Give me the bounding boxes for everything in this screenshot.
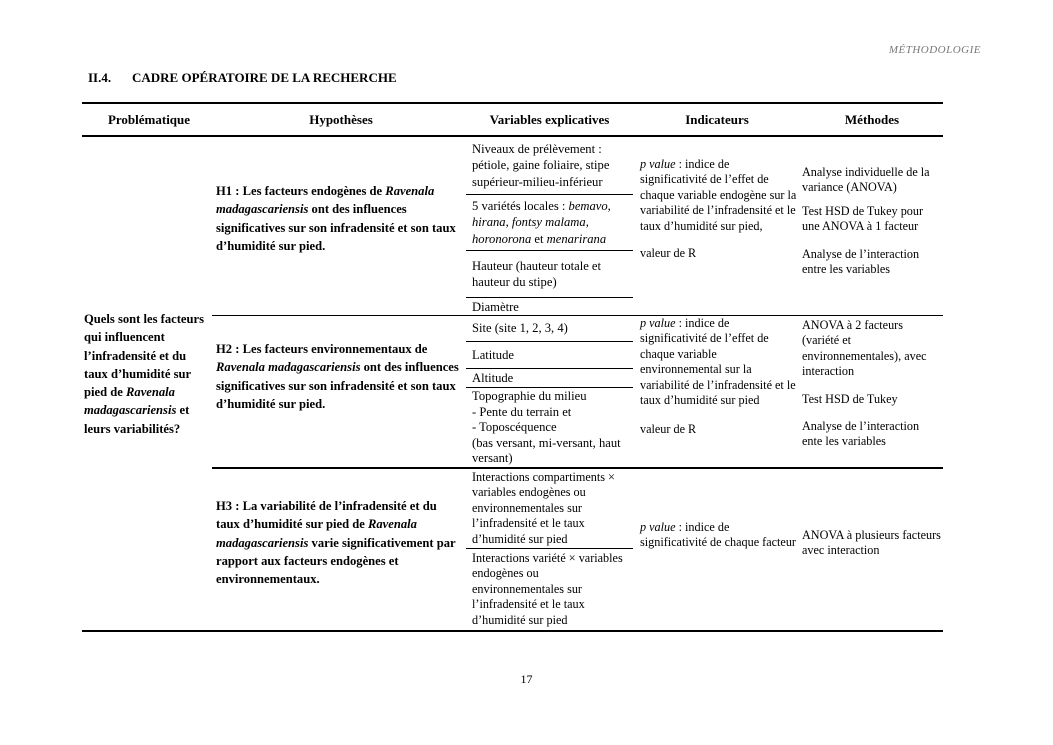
var-rule [466,548,633,549]
table-bottom-rule [82,630,943,632]
var-rule [466,250,633,251]
hypothesis-h1: H1 : Les facteurs endogènes de Ravenala madagascariensis ont des influences significatives sur son infradensité et son taux d’humidité sur pied. [216,184,456,253]
h3-variable-compartments: Interactions compartiments × variables endogènes ou environnementales sur l’infradensité et le taux d’humidité sur pied [472,470,615,546]
section-heading [88,70,397,86]
h2-variable-topography: Topographie du milieu - Pente du terrain et - Toposcéquence (bas versant, mi-versant, haut versant) [472,389,621,466]
header-variables: Variables explicatives [489,112,610,127]
header-indicateurs: Indicateurs [685,112,749,127]
chapter-header: MÉTHODOLOGIE [888,44,981,56]
header-hypotheses: Hypothèses [309,112,373,127]
h3-methods: ANOVA à plusieurs facteurs avec interaction [802,528,941,558]
h2-indicator: p value : indice de significativité de l’effet de chaque variable environnemental sur la variabilité de l’infradensité et le taux d’humidité sur pied valeur de R [640,316,798,438]
h1-variable-height: Hauteur (hauteur totale et hauteur du stipe) [472,259,602,290]
h2-variable-site: Site (site 1, 2, 3, 4) [472,321,568,335]
h1-methods: Analyse individuelle de la variance (ANOVA) Test HSD de Tukey pour une ANOVA à 1 facteur Analyse de l’interaction entre les variables [802,165,930,277]
h3-variable-variety: Interactions variété × variables endogènes ou environnementales sur l’infradensité et le taux d’humidité sur pied [472,551,623,627]
hypothesis-h2: H2 : Les facteurs environnementaux de Ravenala madagascariensis ont des influences significatives sur son infradensité et son taux d’humidité sur pied. [216,342,459,411]
var-rule [466,368,633,369]
var-rule [466,297,633,298]
h2-variable-altitude: Altitude [472,371,514,385]
h1-variable-levels: Niveaux de prélèvement : pétiole, gaine foliaire, stipe supérieur-milieu-inférieur [472,142,610,189]
header-problematique: Problématique [107,112,191,127]
h3-indicator: p value : indice de significativité de chaque facteur [640,520,796,550]
row-separator-h2-h3 [212,467,943,469]
h1-indicator-r: valeur de R [640,246,697,261]
var-rule [466,341,633,342]
h1-indicator: p value : indice de significativité de l’effet de chaque variable endogène sur la variabilité de l’infradensité et le taux d’humidité sur pied, valeur de R [640,157,797,261]
h1-variable-varieties: 5 variétés locales : bemavo, hirana, fontsy malama, horonorona et menarirana [472,199,611,246]
var-rule [466,194,633,195]
table-header-rule [82,135,943,137]
h2-indicator-r: valeur de R [640,422,697,437]
hypothesis-h3: H3 : La variabilité de l’infradensité et du taux d’humidité sur pied de Ravenala madagascariensis varie significativement par rapport aux facteurs endogènes et environnementaux. [216,499,456,587]
section-title: CADRE OPÉRATOIRE DE LA RECHERCHE [132,70,397,85]
h1-variable-diameter: Diamètre [472,300,519,314]
h2-methods: ANOVA à 2 facteurs (variété et environnementales), avec interaction Test HSD de Tukey Analyse de l’interaction ente les variables [802,318,927,449]
section-number: II.4. [88,70,112,85]
problem-statement: Quels sont les facteurs qui influencent l’infradensité et du taux d’humidité sur pied de Ravenala madagascariensis et leurs variabilités? [84,312,204,436]
page-number: 17 [520,672,533,686]
h2-variable-latitude: Latitude [472,348,514,362]
header-methodes: Méthodes [844,112,900,127]
var-rule [466,387,633,388]
